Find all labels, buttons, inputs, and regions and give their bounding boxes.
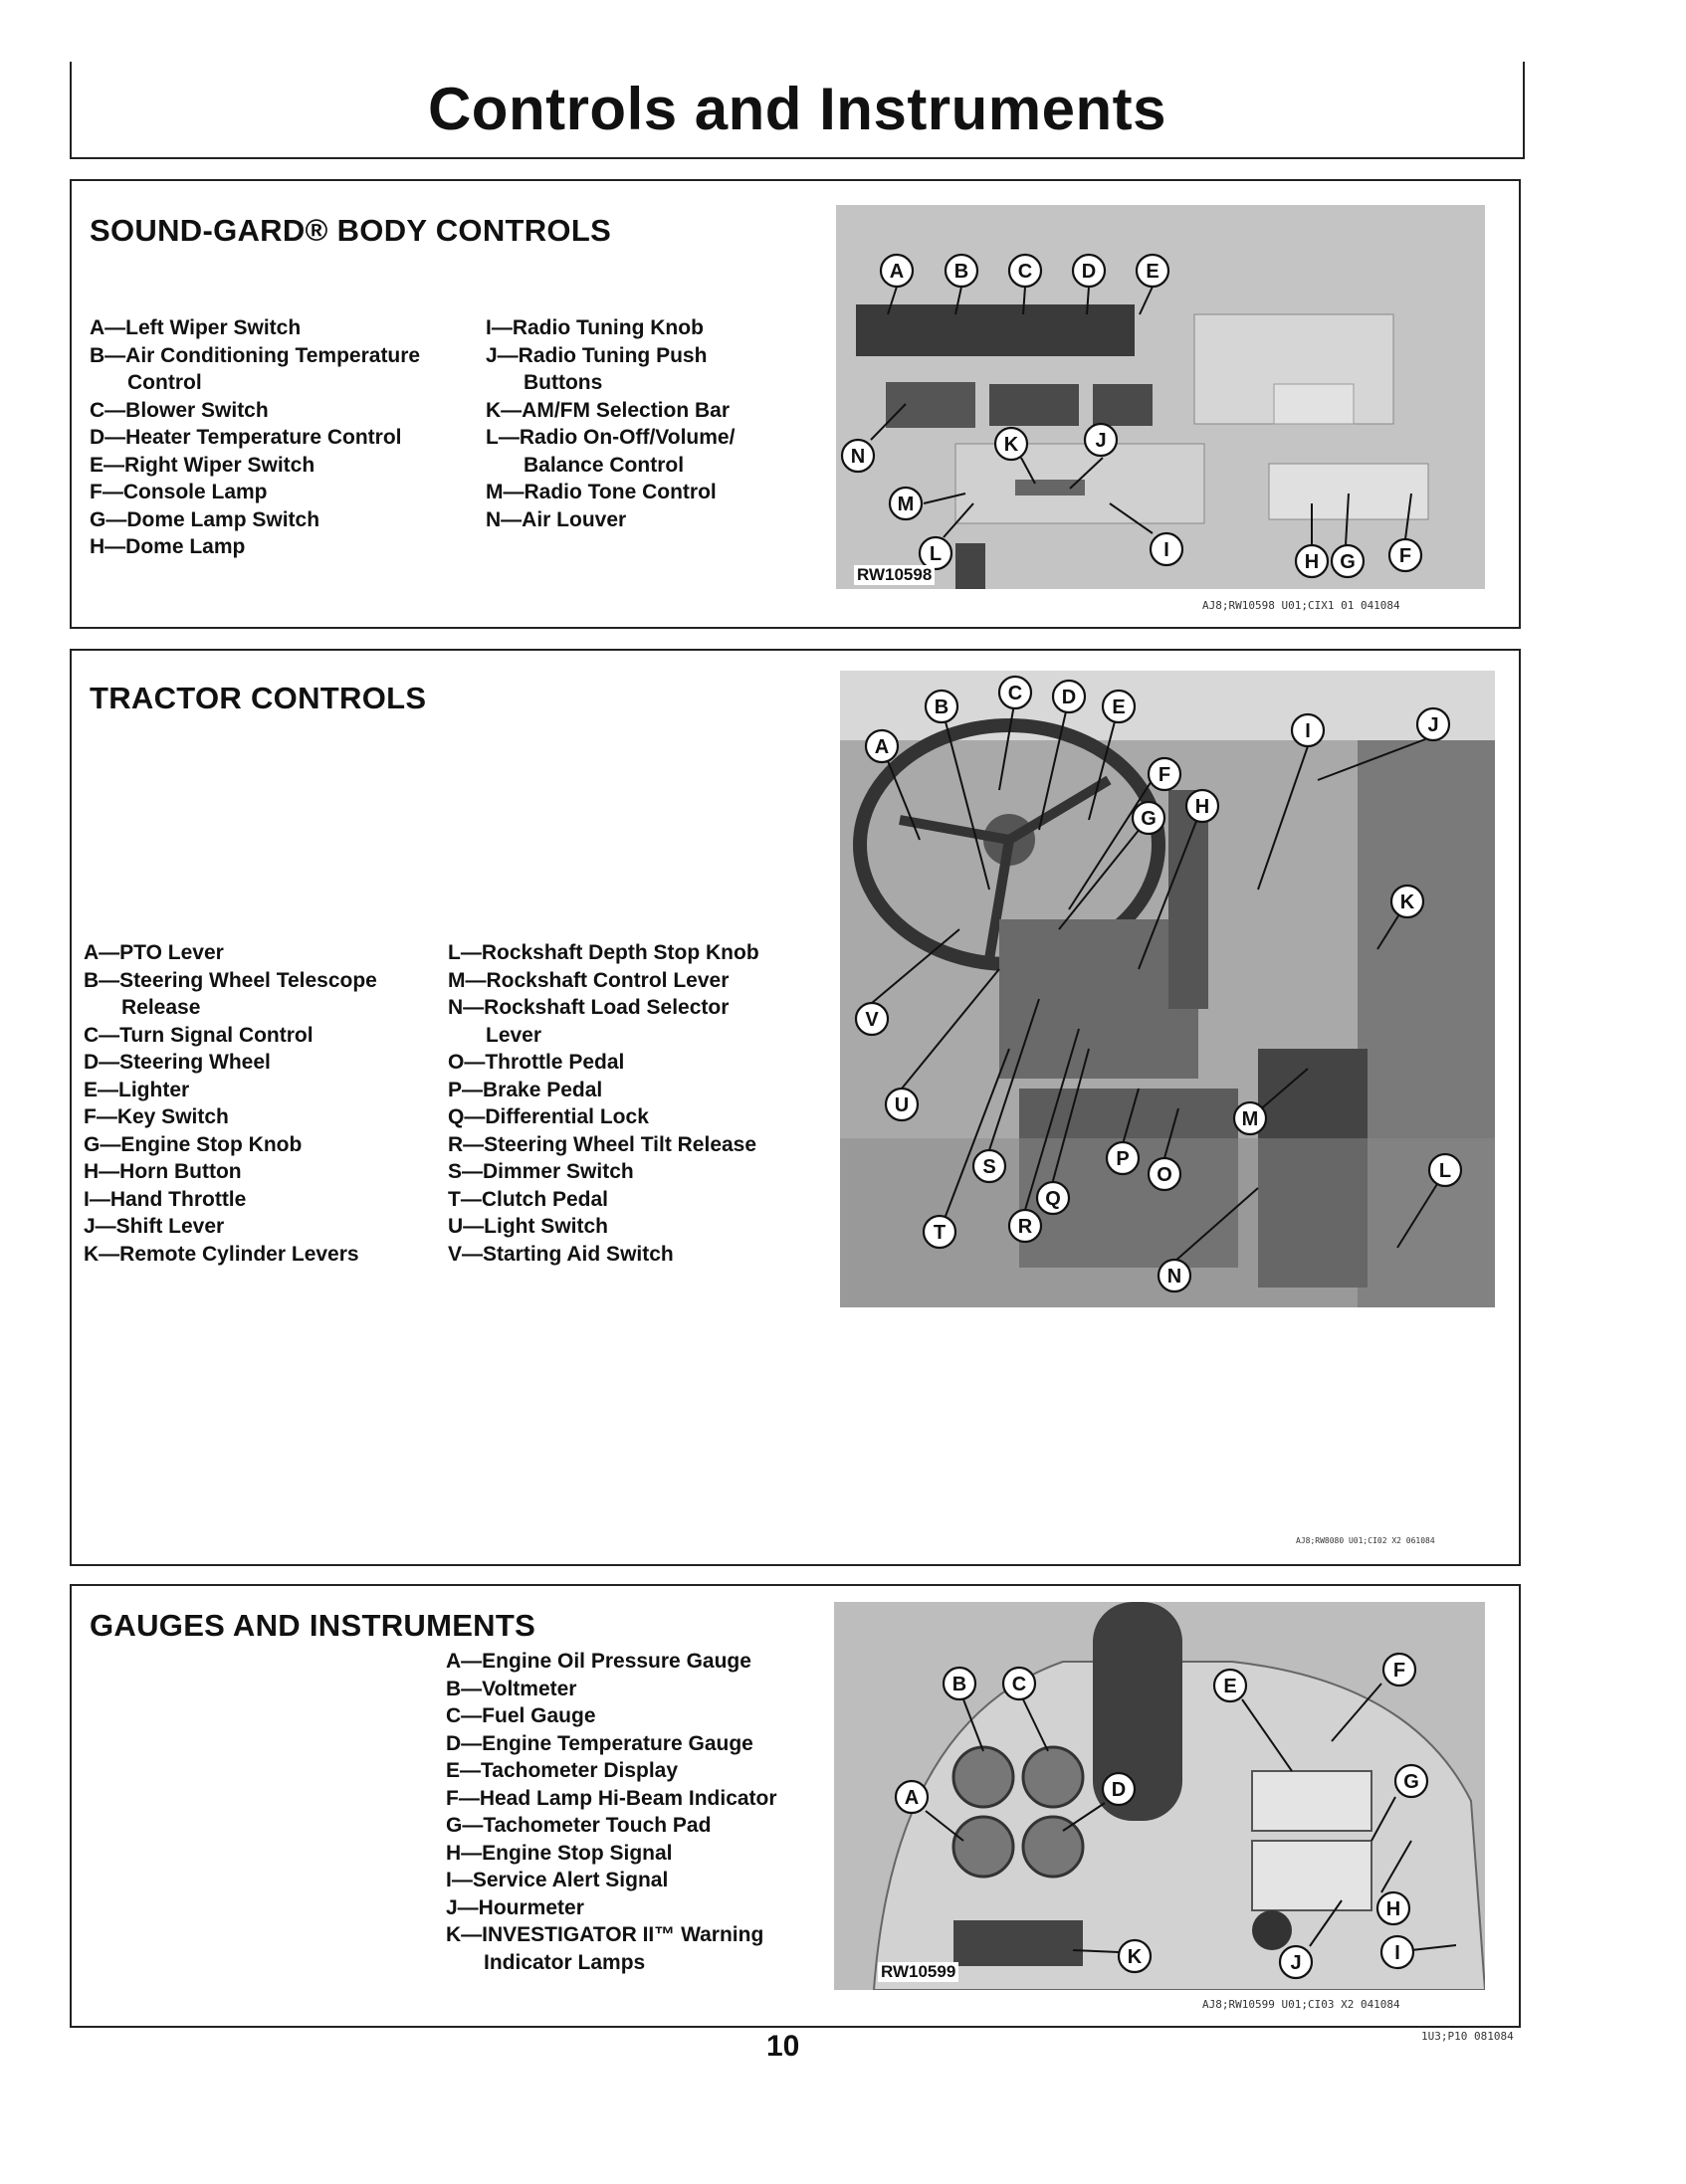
callout-D (1053, 681, 1085, 712)
legend-item: R—Steering Wheel Tilt Release (448, 1132, 757, 1156)
callout-A (866, 730, 898, 762)
legend-item: D—Heater Temperature Control (90, 426, 402, 449)
legend-column (446, 1648, 777, 1976)
callout-K (1391, 886, 1423, 917)
svg-text:I: I (1394, 1942, 1400, 1964)
svg-text:E: E (1146, 261, 1159, 283)
callout-J (1417, 708, 1449, 740)
figure-reference: AJ8;RW10599 U01;CI03 X2 041084 (1202, 1998, 1400, 2011)
svg-text:H: H (1385, 1898, 1401, 1920)
legend-item: Q—Differential Lock (448, 1105, 649, 1128)
callout-K (995, 428, 1027, 460)
legend-item: D—Engine Temperature Gauge (446, 1731, 753, 1755)
callout-G (1395, 1765, 1427, 1797)
legend-item: E—Tachometer Display (446, 1759, 679, 1782)
svg-text:N: N (1166, 1266, 1182, 1288)
svg-text:A: A (889, 261, 905, 283)
callout-E (1137, 255, 1168, 287)
svg-text:H: H (1304, 551, 1320, 573)
callout-J (1280, 1946, 1312, 1978)
svg-text:J: J (1095, 430, 1107, 452)
legend-item: P—Brake Pedal (448, 1078, 603, 1101)
legend-item: F—Key Switch (84, 1105, 229, 1128)
svg-text:P: P (1116, 1148, 1130, 1170)
callout-J (1085, 424, 1117, 456)
svg-text:Q: Q (1045, 1188, 1061, 1210)
callout-H (1377, 1892, 1409, 1924)
body-controls-photo (836, 205, 1485, 589)
legend-item: B—Air Conditioning Temperature (90, 343, 421, 367)
legend-item: Indicator Lamps (484, 1950, 646, 1974)
page-reference: 1U3;P10 081084 (1421, 2030, 1514, 2043)
callout-D (1103, 1773, 1135, 1805)
tractor-controls-illustration (840, 671, 1495, 1307)
legend-item: A—Engine Oil Pressure Gauge (446, 1650, 751, 1673)
legend-item: G—Engine Stop Knob (84, 1132, 303, 1156)
callout-I (1292, 714, 1324, 746)
callout-C (1009, 255, 1041, 287)
callout-G (1133, 802, 1164, 834)
svg-text:S: S (982, 1156, 996, 1178)
legend-item: A—Left Wiper Switch (90, 316, 302, 339)
svg-text:A: A (904, 1787, 920, 1809)
svg-text:G: G (1141, 808, 1157, 830)
svg-text:C: C (1017, 261, 1033, 283)
svg-text:V: V (865, 1009, 879, 1031)
legend-item: H—Engine Stop Signal (446, 1841, 673, 1865)
legend-item: M—Rockshaft Control Lever (448, 968, 730, 992)
svg-text:F: F (1398, 545, 1412, 567)
callout-V (856, 1003, 888, 1035)
legend-item: L—Rockshaft Depth Stop Knob (448, 941, 759, 964)
callout-L (1429, 1154, 1461, 1186)
callout-K (1119, 1940, 1151, 1972)
callout-H (1296, 545, 1328, 577)
legend-column-2 (486, 314, 735, 533)
legend-column-1 (84, 939, 377, 1268)
callout-Q (1037, 1182, 1069, 1214)
svg-text:G: G (1403, 1771, 1419, 1793)
legend-item: I—Radio Tuning Knob (486, 316, 704, 339)
legend-item: C—Blower Switch (90, 398, 269, 422)
callout-T (924, 1216, 955, 1248)
legend-item: I—Hand Throttle (84, 1187, 247, 1211)
legend-item: J—Radio Tuning Push (486, 343, 708, 367)
callout-C (1003, 1668, 1035, 1699)
legend-item: F—Console Lamp (90, 481, 268, 503)
legend-item: K—INVESTIGATOR II™ Warning (446, 1923, 764, 1946)
svg-text:D: D (1081, 261, 1097, 283)
callout-E (1103, 691, 1135, 722)
callout-B (944, 1668, 975, 1699)
svg-text:L: L (1438, 1160, 1452, 1182)
legend-item: J—Shift Lever (84, 1215, 225, 1238)
callout-A (896, 1781, 928, 1813)
svg-text:G: G (1340, 551, 1356, 573)
page-title: Controls and Instruments (427, 76, 1167, 142)
svg-text:J: J (1427, 714, 1439, 736)
legend-item: E—Lighter (84, 1078, 190, 1101)
callout-R (1009, 1210, 1041, 1242)
callout-G (1332, 545, 1364, 577)
callout-C (999, 677, 1031, 708)
legend-item: D—Steering Wheel (84, 1051, 271, 1074)
svg-text:E: E (1223, 1676, 1237, 1697)
svg-text:M: M (1241, 1108, 1259, 1130)
legend-item: B—Steering Wheel Telescope (84, 968, 377, 992)
svg-text:I: I (1163, 539, 1169, 561)
legend-item: V—Starting Aid Switch (448, 1242, 674, 1266)
svg-text:E: E (1112, 696, 1126, 718)
svg-text:U: U (894, 1094, 910, 1116)
svg-text:F: F (1392, 1660, 1406, 1682)
legend-item: Buttons (524, 371, 603, 394)
legend-item: J—Hourmeter (446, 1895, 584, 1919)
svg-text:R: R (1017, 1216, 1033, 1238)
legend-item: B—Voltmeter (446, 1677, 577, 1700)
callout-A (881, 255, 913, 287)
svg-text:T: T (933, 1222, 947, 1244)
svg-text:F: F (1158, 764, 1171, 786)
callout-F (1383, 1654, 1415, 1686)
legend-item: T—Clutch Pedal (448, 1187, 609, 1211)
body-controls-illustration (836, 205, 1485, 589)
svg-text:B: B (934, 696, 949, 718)
section-body-controls (70, 179, 1521, 629)
section-title: SOUND-GARD® BODY CONTROLS (90, 213, 612, 248)
callout-N (842, 440, 874, 472)
page-number: 10 (766, 2030, 800, 2063)
figure-reference: AJ8;RW8080 U01;CI02 X2 061084 (1296, 1536, 1435, 1545)
svg-text:C: C (1007, 683, 1023, 704)
svg-text:K: K (1399, 892, 1415, 913)
callout-E (1214, 1670, 1246, 1701)
callout-M (1234, 1102, 1266, 1134)
svg-text:O: O (1157, 1164, 1172, 1186)
svg-text:N: N (850, 446, 866, 468)
svg-text:C: C (1011, 1674, 1027, 1695)
svg-text:K: K (1127, 1946, 1143, 1968)
callout-I (1381, 1936, 1413, 1968)
section-gauges-instruments (70, 1584, 1521, 2028)
legend-item: C—Turn Signal Control (84, 1023, 314, 1047)
svg-text:D: D (1061, 687, 1077, 708)
section-title: GAUGES AND INSTRUMENTS (90, 1608, 536, 1643)
tractor-controls-photo (840, 671, 1495, 1307)
legend-column-1 (90, 314, 420, 561)
callout-B (946, 255, 977, 287)
legend-item: G—Dome Lamp Switch (90, 507, 320, 531)
legend-item: N—Rockshaft Load Selector (448, 996, 730, 1019)
legend-item: S—Dimmer Switch (448, 1160, 634, 1183)
legend-item: A—PTO Lever (84, 941, 224, 964)
legend-item: C—Fuel Gauge (446, 1704, 596, 1727)
legend-item: E—Right Wiper Switch (90, 453, 316, 477)
callout-F (1149, 758, 1180, 790)
legend-item: G—Tachometer Touch Pad (446, 1814, 712, 1837)
svg-text:B: B (953, 261, 969, 283)
svg-text:D: D (1111, 1779, 1127, 1801)
legend-item: Lever (486, 1023, 542, 1047)
legend-item: M—Radio Tone Control (486, 481, 717, 503)
callout-D (1073, 255, 1105, 287)
figure-id: RW10599 (878, 1962, 958, 1982)
svg-text:A: A (874, 736, 890, 758)
callout-S (973, 1150, 1005, 1182)
callout-U (886, 1089, 918, 1120)
svg-text:H: H (1194, 796, 1210, 818)
legend-item: Release (121, 996, 201, 1019)
callout-I (1151, 533, 1182, 565)
legend-item: I—Service Alert Signal (446, 1869, 669, 1891)
svg-text:L: L (929, 543, 943, 565)
svg-text:J: J (1290, 1952, 1302, 1974)
legend-item: N—Air Louver (486, 507, 627, 531)
legend-item: O—Throttle Pedal (448, 1051, 625, 1074)
legend-item: H—Horn Button (84, 1160, 242, 1183)
legend-column-2 (448, 939, 759, 1268)
callout-M (890, 488, 922, 519)
figure-reference: AJ8;RW10598 U01;CIX1 01 041084 (1202, 599, 1400, 612)
legend-item: U—Light Switch (448, 1215, 608, 1238)
callout-N (1159, 1260, 1190, 1291)
title-box (70, 62, 1525, 159)
legend-item: K—AM/FM Selection Bar (486, 398, 731, 422)
legend-item: F—Head Lamp Hi-Beam Indicator (446, 1786, 777, 1810)
gauges-photo (834, 1602, 1485, 1990)
gauges-illustration (834, 1602, 1485, 1990)
callout-F (1389, 539, 1421, 571)
section-title: TRACTOR CONTROLS (90, 681, 427, 715)
legend-item: L—Radio On-Off/Volume/ (486, 426, 736, 449)
svg-text:I: I (1305, 720, 1311, 742)
callout-P (1107, 1142, 1139, 1174)
legend-item: Control (127, 371, 202, 394)
legend-item: H—Dome Lamp (90, 535, 246, 558)
callout-H (1186, 790, 1218, 822)
legend-item: K—Remote Cylinder Levers (84, 1242, 359, 1266)
legend-item: Balance Control (524, 453, 685, 477)
figure-id: RW10598 (854, 565, 935, 585)
svg-text:K: K (1003, 434, 1019, 456)
svg-text:M: M (897, 494, 915, 515)
svg-text:B: B (951, 1674, 967, 1695)
callout-B (926, 691, 957, 722)
callout-O (1149, 1158, 1180, 1190)
section-tractor-controls (70, 649, 1521, 1566)
